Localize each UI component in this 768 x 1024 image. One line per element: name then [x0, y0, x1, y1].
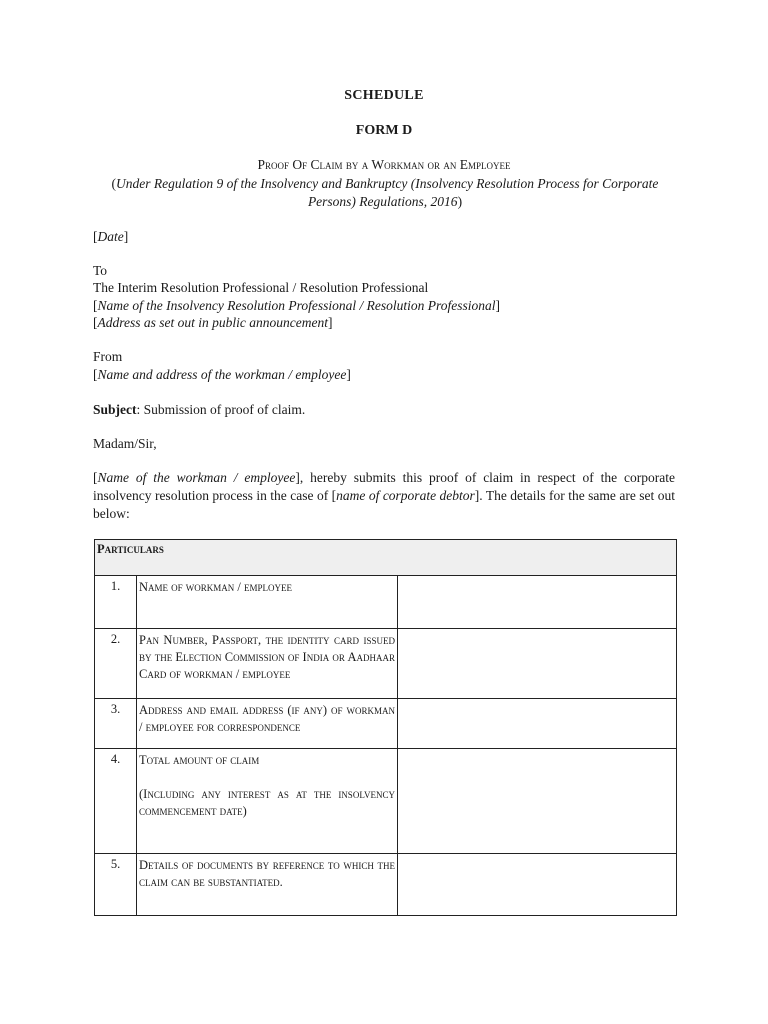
sender-placeholder: [Name and address of the workman / employee] [93, 367, 351, 382]
row-description-text: Name of workman / employee [139, 580, 292, 594]
row-description [137, 576, 398, 629]
schedule-title: SCHEDULE [344, 88, 424, 103]
row-description [137, 749, 398, 854]
row-description [137, 699, 398, 749]
row-description-note: (Including any interest as at the insolvency commencement date) [139, 787, 395, 818]
table-header-row [95, 540, 677, 576]
row-value-cell[interactable] [398, 699, 677, 749]
regulation-reference [95, 175, 675, 211]
sender-text: Name and address of the workman / employee [97, 367, 347, 382]
table-row [95, 576, 677, 629]
body-text-1: ], hereby submits this proof of claim in respect of the corporate insolvency resolution process in the case of [ [93, 470, 675, 503]
regulation-close-paren: ) [457, 194, 463, 209]
row-description-text: Details of documents by reference to which the claim can be substantiated. [139, 858, 395, 889]
date-placeholder [93, 228, 683, 245]
row-number: 4. [95, 749, 137, 854]
corporate-debtor-placeholder: name of corporate debtor [336, 488, 475, 503]
subject-line [93, 401, 683, 418]
row-description-text: Total amount of claim [139, 753, 260, 767]
particulars-table [94, 539, 677, 916]
particulars-header: Particulars [95, 540, 677, 576]
row-number: 5. [95, 854, 137, 916]
from-label: From [93, 349, 123, 364]
row-description-text: Pan Number, Passport, the identity card issued by the Election Commission of India or Aadhaar Card of workman / employee [139, 633, 395, 681]
salutation: Madam/Sir, [93, 436, 157, 451]
workman-name-placeholder: Name of the workman / employee [97, 470, 296, 485]
form-title: FORM D [355, 123, 413, 138]
table-row [95, 854, 677, 916]
body-text-2: ]. The details for the same are set out below: [93, 488, 675, 521]
row-value-cell[interactable] [398, 629, 677, 699]
row-description-text: Address and email address (if any) of workman / employee for correspondence [139, 703, 395, 734]
irp-address-placeholder: [Address as set out in public announcement] [93, 315, 333, 330]
bracket-close: ] [123, 229, 129, 244]
subject-text: : Submission of proof of claim. [136, 402, 306, 417]
irp-name-text: Name of the Insolvency Resolution Professional / Resolution Professional [97, 298, 496, 313]
row-number: 2. [95, 629, 137, 699]
row-value-cell[interactable] [398, 576, 677, 629]
table-row [95, 699, 677, 749]
row-description [137, 854, 398, 916]
table-row [95, 749, 677, 854]
bracket-open: [ [93, 229, 98, 244]
regulation-text: Under Regulation 9 of the Insolvency and Bankruptcy (Insolvency Resolution Process for Corporate Persons) Regulations, 2016 [116, 176, 659, 209]
table-row [95, 629, 677, 699]
date-label: Date [97, 229, 124, 244]
subject-label: Subject [93, 402, 137, 417]
row-number: 1. [95, 576, 137, 629]
row-number: 3. [95, 699, 137, 749]
row-description [137, 629, 398, 699]
body-paragraph: [Name of the workman / employee], hereby submits this proof of claim in respect of the corporate insolvency resolution process in the case of [name of corporate debtor]. The details for the same are set out below: [93, 470, 675, 521]
form-subtitle: Proof Of Claim by a Workman or an Employee [257, 157, 511, 172]
addressee: The Interim Resolution Professional / Resolution Professional [93, 280, 429, 295]
row-value-cell[interactable] [398, 854, 677, 916]
regulation-open-paren: ( [111, 176, 117, 191]
irp-address-text: Address as set out in public announcement [97, 315, 328, 330]
to-label: To [93, 263, 108, 278]
row-value-cell[interactable] [398, 749, 677, 854]
irp-name-placeholder: [Name of the Insolvency Resolution Professional / Resolution Professional] [93, 298, 500, 313]
